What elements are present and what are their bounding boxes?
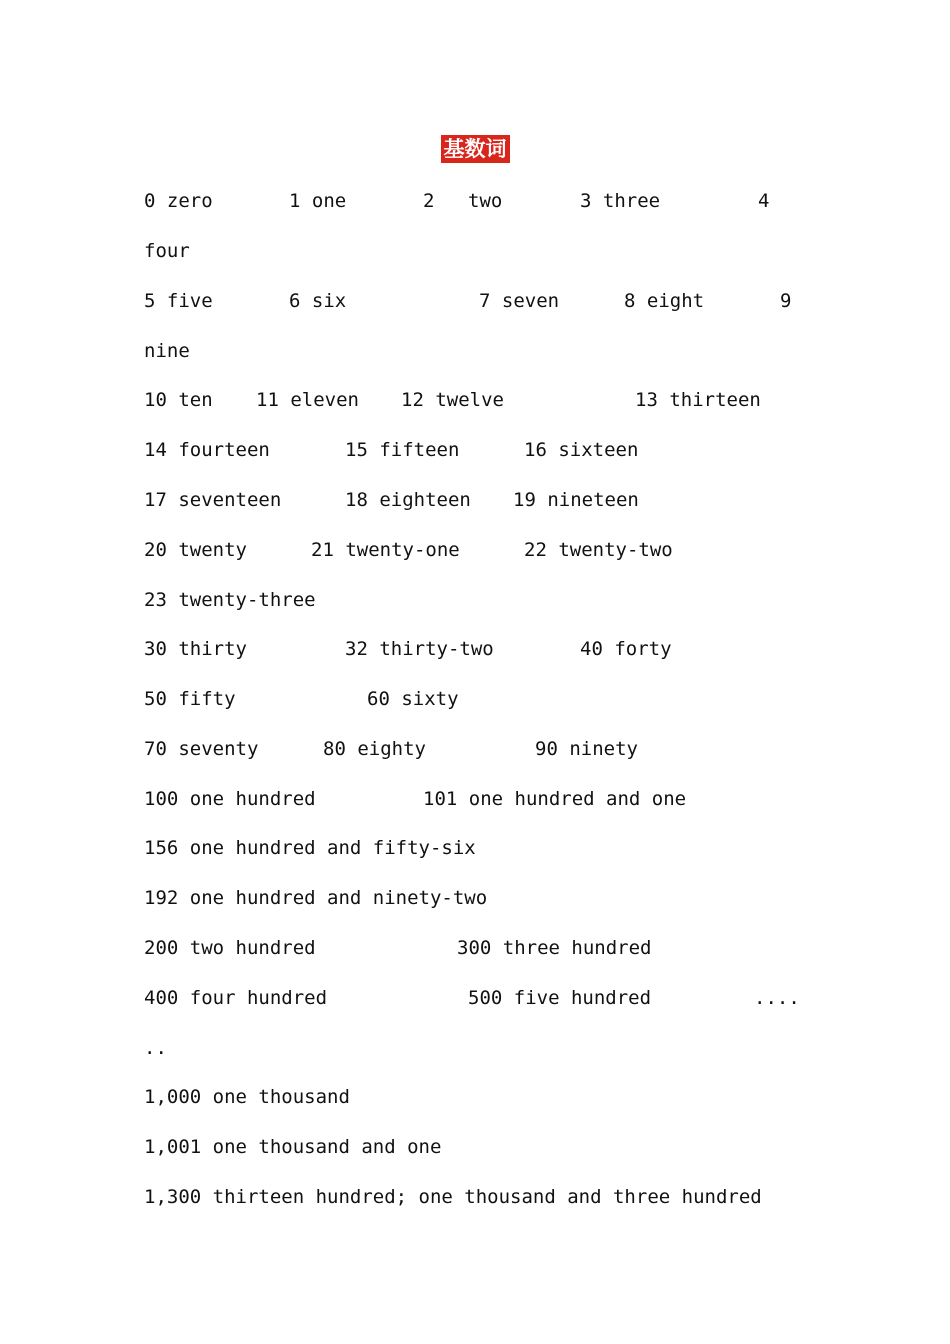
number-word: 1,000 one thousand: [144, 1086, 350, 1108]
number-word: 11 eleven: [256, 389, 359, 411]
number-word: 500 five hundred: [468, 987, 652, 1009]
number-word: 5 five: [144, 290, 213, 312]
text-line: [0, 588, 950, 612]
number-word: 1,001 one thousand and one: [144, 1136, 442, 1158]
text-line: [0, 339, 950, 363]
number-word: 50 fifty: [144, 688, 236, 710]
number-word: 18 eighteen: [345, 489, 471, 511]
number-word: 9: [780, 290, 792, 312]
text-line: [0, 836, 950, 860]
text-line: [0, 1036, 950, 1060]
text-line: [0, 488, 950, 512]
text-line: [0, 986, 950, 1010]
text-line: [0, 687, 950, 711]
text-line: [0, 239, 950, 263]
number-word: 70 seventy: [144, 738, 259, 760]
text-line: [0, 1085, 950, 1109]
number-word: 14 fourteen: [144, 439, 270, 461]
number-word: 400 four hundred: [144, 987, 328, 1009]
number-word: 80 eighty: [323, 738, 426, 760]
number-word: 19 nineteen: [513, 489, 639, 511]
text-line: [0, 438, 950, 462]
number-word: two: [468, 190, 503, 212]
number-word: 15 fifteen: [345, 439, 460, 461]
number-word: 10 ten: [144, 389, 213, 411]
number-word: 20 twenty: [144, 539, 247, 561]
number-word: 32 thirty-two: [345, 638, 494, 660]
page-title: 基数词: [441, 135, 510, 163]
text-line: [0, 189, 950, 213]
number-word: 16 sixteen: [524, 439, 639, 461]
number-word: 22 twenty-two: [524, 539, 673, 561]
number-word: 17 seventeen: [144, 489, 282, 511]
title-container: [0, 135, 950, 163]
text-line: [0, 787, 950, 811]
number-word: 100 one hundred: [144, 788, 316, 810]
number-word: 60 sixty: [367, 688, 459, 710]
number-word: 8 eight: [624, 290, 705, 312]
number-word: 30 thirty: [144, 638, 247, 660]
number-word: four: [144, 240, 190, 262]
number-word: 192 one hundred and ninety-two: [144, 887, 488, 909]
number-word: 2: [423, 190, 435, 212]
number-word: 7 seven: [479, 290, 560, 312]
text-line: [0, 637, 950, 661]
number-word: 3 three: [580, 190, 661, 212]
number-word: 0 zero: [144, 190, 213, 212]
number-word: 40 forty: [580, 638, 672, 660]
number-word: 101 one hundred and one: [423, 788, 687, 810]
number-word: 90 ninety: [535, 738, 638, 760]
ellipsis: ....: [754, 987, 800, 1009]
number-word: 4: [758, 190, 770, 212]
number-word: 12 twelve: [401, 389, 504, 411]
text-line: [0, 538, 950, 562]
number-word: 21 twenty-one: [311, 539, 460, 561]
text-line: [0, 289, 950, 313]
number-word: 13 thirteen: [635, 389, 761, 411]
number-word: 23 twenty-three: [144, 589, 316, 611]
number-word: 300 three hundred: [457, 937, 652, 959]
text-line: [0, 1185, 950, 1209]
text-line: [0, 1135, 950, 1159]
text-line: [0, 936, 950, 960]
number-word: 156 one hundred and fifty-six: [144, 837, 476, 859]
number-word: nine: [144, 340, 190, 362]
text-line: [0, 388, 950, 412]
number-word: 1 one: [289, 190, 347, 212]
ellipsis: ..: [144, 1037, 167, 1059]
number-word: 200 two hundred: [144, 937, 316, 959]
number-word: 1,300 thirteen hundred; one thousand and three hundred: [144, 1186, 762, 1208]
number-word: 6 six: [289, 290, 347, 312]
text-line: [0, 886, 950, 910]
text-line: [0, 737, 950, 761]
